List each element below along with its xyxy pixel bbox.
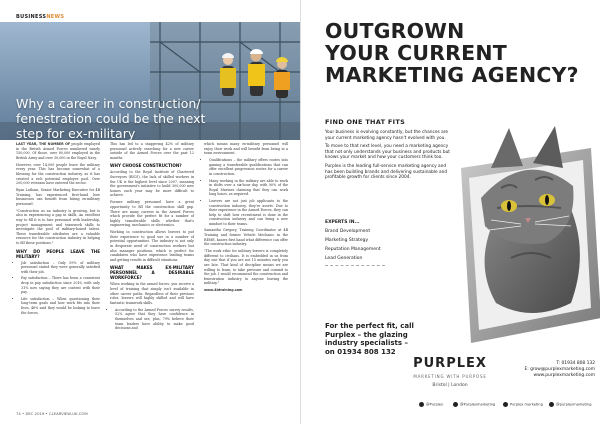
paragraph: When working in the armed forces, you receive a level of training that simply isn't available in other career paths. Regardless of their previous roles, leavers will highly skilled and will have fantastic teamwork skills. bbox=[110, 282, 194, 305]
bullet-list bbox=[204, 158, 288, 226]
social-handle: @Purplex bbox=[426, 402, 444, 407]
expertise-list bbox=[325, 220, 445, 272]
ad-headline bbox=[325, 20, 595, 86]
article-website-link[interactable]: www.4btraining.com bbox=[204, 288, 243, 293]
expertise-heading: EXPERTS IN... bbox=[325, 220, 360, 225]
advert-page bbox=[300, 0, 600, 424]
expertise-item: Brand Development bbox=[325, 229, 371, 234]
cta-phone[interactable]: on 01934 808 132 bbox=[325, 347, 396, 356]
logo-tagline: MARKETING WITH PURPOSE bbox=[413, 374, 487, 379]
ad-subheading: FIND ONE THAT FITS bbox=[325, 118, 406, 126]
linkedin-icon bbox=[503, 402, 508, 407]
ad-body-copy bbox=[325, 130, 453, 184]
paragraph: which means many ex-military personnel will enjoy their work and will benefit from being in a team environment. bbox=[204, 142, 288, 156]
paragraph: Samantha Gregory, Training Coordinator at 4B Training and former Vehicle Mechanic in the REME, knows first hand what difference can offer the construction industry. bbox=[204, 228, 288, 247]
ad-headline-line: OUTGROWN bbox=[325, 19, 465, 43]
social-link-facebook[interactable] bbox=[419, 402, 443, 410]
cta-line: Purplex – the glazing bbox=[325, 330, 408, 339]
expertise-item: Marketing Strategy bbox=[325, 238, 369, 243]
page-footer: 74 • DEC 2019 • CLEARVIEW-UK.COM bbox=[16, 411, 88, 416]
bullet-list bbox=[16, 261, 100, 316]
ad-headline-line: YOUR CURRENT bbox=[325, 41, 507, 65]
bullet-item: • Life satisfaction – When questioning their long-term goals and how work fits into their lives, 46% said they would be looking to leave the forces. bbox=[21, 297, 100, 315]
paragraph: Former military personnel have a great opportunity to fill the construction skill gap. There are many careers in the Armed Forces which provide the perfect fit for a number of highly transferable skills, whether that's engineering, mechanics or electronics. bbox=[110, 200, 194, 228]
article-headline: Why a career in construction/ fenestration could be the next step for ex-military bbox=[16, 96, 206, 140]
social-link-linkedin[interactable] bbox=[503, 402, 543, 410]
social-handle: @purplexmarketing bbox=[556, 402, 592, 407]
paragraph: This has led to a staggering 42% of military personnel actively searching for a new career outside of the Armed Forces over the past 12 months. bbox=[110, 142, 194, 160]
expertise-item: Reputation Management bbox=[325, 247, 381, 252]
paragraph: Purplex is the leading full-service marketing agency and has been building brands and delivering sustainable and profitable growth for clients since 2004. bbox=[325, 163, 448, 181]
instagram-icon bbox=[549, 402, 554, 407]
section-label-business: BUSINESS bbox=[16, 14, 47, 20]
social-handle: Purplex marketing bbox=[510, 402, 543, 407]
article-body bbox=[16, 142, 292, 404]
paragraph: people employed in the British Armed Forces numbered nearly 150,000. Of those, over 80,000 employed in the British Army and over 30,000 in the Royal Navy. bbox=[16, 142, 100, 160]
cta-line: For the perfect fit, call bbox=[325, 322, 414, 330]
bullet-item: • Job satisfaction – Only 59% of military personnel stated they were generally satisfied with their job. bbox=[21, 261, 100, 275]
construction-site-photo bbox=[0, 22, 300, 140]
facebook-icon bbox=[419, 402, 424, 407]
paragraph: According to the Royal Institute of Chartered Surveyors (RICS), the lack of skilled workers in the UK is the highest level since 2007, meaning the government's initiative to build 300,000 new homes each year may be more difficult to achieve. bbox=[110, 170, 194, 198]
twitter-icon bbox=[453, 402, 458, 407]
call-to-action bbox=[325, 322, 465, 356]
paragraph: Working in construction allows leavers to put their experience to good use in a number of potential opportunities. The industry is not only in desperate need of construction workers but also manager positions, which is perfect for candidates who have experience leading teams and getting results in difficult situations. bbox=[110, 230, 194, 262]
bullet-item: • Pay satisfaction – There has been a consistent drop in pay satisfaction since 2016, with only 31% now saying they are content with their pay. bbox=[21, 276, 100, 294]
bullet-item: • Leavers are not just job applicants to the construction industry, they're assets. Due to their experience in the Armed Forces, they can help to shift how recruitment is done in the construction industry and can bring a new mindset to their teams. bbox=[209, 199, 288, 227]
cat-in-box-image bbox=[451, 108, 600, 348]
subheading: WHY CHOOSE CONSTRUCTION? bbox=[110, 163, 182, 169]
article-column-3 bbox=[204, 142, 288, 295]
article-lead-in: LAST YEAR, THE NUMBER OF bbox=[16, 142, 71, 146]
paragraph: To move to that next level, you need a marketing agency that not only understands your business and products but knows your market and how your customers think too. bbox=[325, 144, 450, 161]
contact-phone[interactable]: T: 01934 808 132 bbox=[556, 361, 595, 366]
logo-locations: Bristol | London bbox=[432, 383, 468, 388]
cta-line: industry specialists – bbox=[325, 339, 408, 348]
social-link-twitter[interactable] bbox=[453, 402, 495, 410]
contact-website[interactable]: www.purplexmarketing.com bbox=[533, 373, 595, 378]
divider bbox=[325, 265, 385, 266]
article-column-1 bbox=[16, 142, 100, 317]
purplex-logo bbox=[387, 354, 513, 398]
section-label bbox=[16, 14, 64, 20]
cat-illustration bbox=[451, 108, 600, 348]
expertise-item: Lead Generation bbox=[325, 256, 363, 261]
bullet-item: • Many working in the military are able to work in shifts over a six-hour day, with 90% of the Royal Marines claiming that they can work long hours, as required. bbox=[209, 179, 288, 197]
social-link-instagram[interactable] bbox=[549, 402, 592, 410]
article-column-2 bbox=[110, 142, 194, 333]
paragraph: However, over 14,000 people leave the military every year. This has become somewhat of a blessing for the construction industry, as it has created a rich potential employee pool. Over 200,000 veterans have entered the sector. bbox=[16, 162, 100, 186]
social-handle: @Purplexmarketing bbox=[460, 402, 496, 407]
subheading: WHAT MAKES EX-MILITARY PERSONNEL A DESIRABLE WORKFORCE? bbox=[110, 265, 194, 281]
contact-details bbox=[507, 361, 595, 379]
paragraph: Ryan Latham, Senior Marketing Executive for 4B Training, has experienced first-hand how businesses can benefit from hiring ex-military personnel. bbox=[16, 188, 100, 206]
contact-email[interactable]: E: grow@purplexmarketing.com bbox=[524, 367, 595, 372]
social-links bbox=[419, 402, 595, 410]
quote-paragraph: "The work ethic for military leavers is completely different to civilians. It is embedded in us from day one that if you are not 15 minutes early you are late. That kind of discipline means we are willing to learn, to take pressure and commit to the job. I would recommend the construction and fenestration industry to anyone leaving the military." bbox=[204, 249, 288, 286]
logo-wordmark: PURPLEX bbox=[413, 356, 487, 371]
bullet-list bbox=[110, 308, 194, 331]
quote-paragraph: "Construction as an industry is growing, but is also in experiencing a gap in skills. An excellent way to fill it is to hire personnel with leadership, project management and teamwork skills to investigate the pool of military-honed talent. These transferable attributes are a valuable resource for the construction industry in helping to fill these positions." bbox=[16, 208, 100, 246]
section-label-news: NEWS bbox=[46, 14, 65, 20]
bullet-item: • Qualifications – the military offers routes into gaining a transferable qualifications that can offer excellent progression routes for a career in construction. bbox=[209, 158, 288, 176]
ad-headline-line: MARKETING AGENCY? bbox=[325, 63, 579, 87]
bullet-item: • According to the Armed Forces survey results, 52% agree that they have confidence in themselves and see, plus, 79% believe their team leaders have ability to make good decisions and bbox=[115, 308, 194, 331]
subheading: WHY DO PEOPLE LEAVE THE MILITARY? bbox=[16, 248, 100, 259]
paragraph: Your business is evolving constantly, but the chances are your current marketing agency hasn't evolved with you. bbox=[325, 130, 449, 141]
